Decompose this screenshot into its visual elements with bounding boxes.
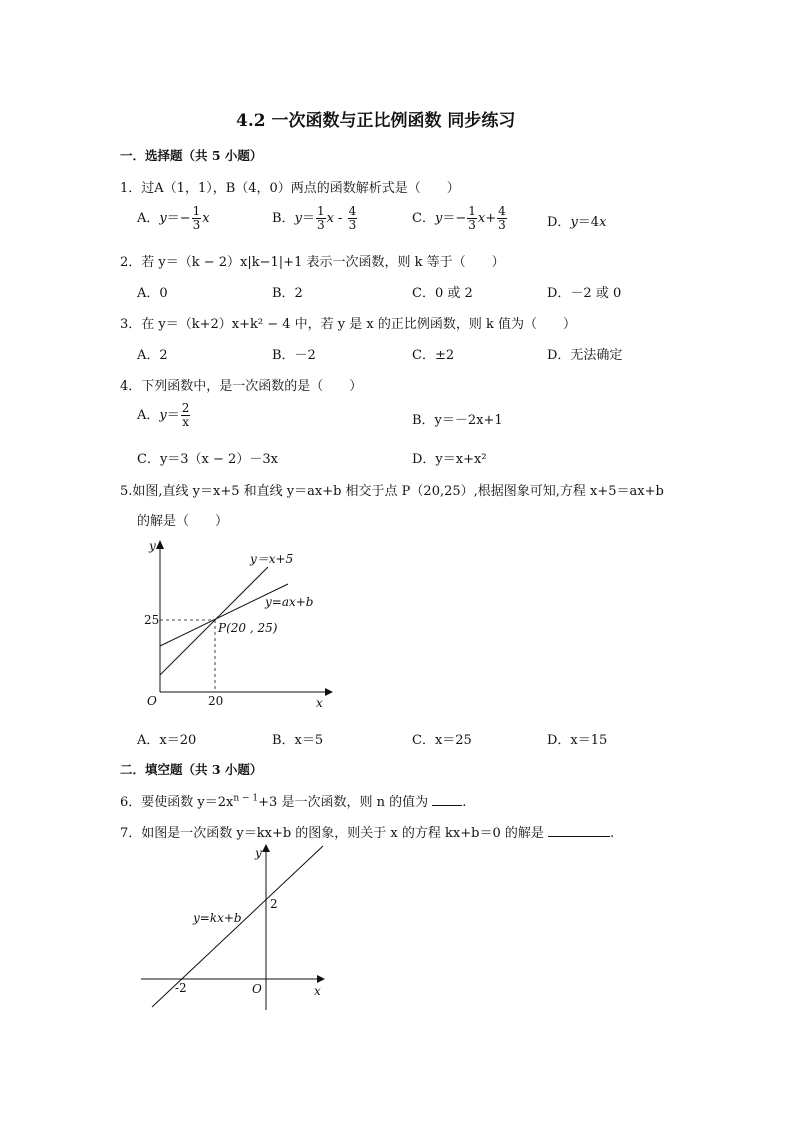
question-5-graph [130, 535, 340, 715]
y-intercept-label: 2 [270, 897, 278, 911]
x-axis-arrow-icon [317, 975, 325, 983]
answer-blank-6[interactable] [432, 793, 462, 806]
question-2-option-a: A．0 [137, 286, 168, 301]
x-intercept-label: -2 [175, 981, 187, 995]
x-axis-label: x [314, 984, 321, 998]
question-4-option-b: B．y＝－2x+1 [412, 413, 503, 428]
y-axis-label: y [149, 539, 156, 553]
question-3-option-c: C．±2 [412, 348, 455, 363]
line2-label: y=ax+b [265, 595, 314, 609]
x-axis-arrow-icon [325, 688, 333, 696]
question-2-option-d: D．－2 或 0 [547, 286, 622, 301]
question-5-option-b: B．x＝5 [272, 733, 324, 748]
y-tick-label: 25 [144, 613, 160, 627]
y-axis-label: y [255, 846, 262, 860]
x-axis-label: x [316, 696, 323, 710]
question-7-graph [135, 840, 335, 1015]
question-3-option-a: A．2 [137, 348, 168, 363]
point-p-label: P(20 , 25) [218, 621, 278, 635]
line-y-ax-plus-b [160, 584, 288, 646]
question-1-option-d: D．y＝4x [547, 215, 607, 230]
question-1-option-c: C．y＝− $\frac{1}{3}$ x+ $\frac{4}{3}$ [412, 204, 506, 232]
section-heading-fill: 二．填空题（共 3 小题） [120, 762, 263, 777]
question-2-stem: 2．若 y＝（k − 2）x|k−1|+1 表示一次函数，则 k 等于（ ） [120, 255, 505, 270]
question-5-option-a: A．x＝20 [137, 733, 197, 748]
question-1-stem: 1．过A（1，1），B（4，0）两点的函数解析式是（ ） [120, 181, 460, 196]
question-4-option-d: D．y＝x+x² [412, 452, 487, 467]
question-5-stem-line1: 5.如图,直线 y＝x+5 和直线 y＝ax+b 相交于点 P（20,25）,根据图象可知,方程 x+5＝ax+b [120, 484, 664, 499]
page-title: 4.2 一次函数与正比例函数 同步练习 [236, 111, 516, 131]
question-2-option-c: C．0 或 2 [412, 286, 473, 301]
question-5-stem-line2: 的解是（ ） [137, 514, 229, 529]
x-tick-label: 20 [208, 694, 224, 708]
question-5-option-c: C．x＝25 [412, 733, 472, 748]
answer-blank-7[interactable] [548, 824, 610, 837]
line1-label: y＝x+5 [250, 552, 294, 566]
question-4-option-a: A．y＝ $\frac{2}{x}$ [137, 401, 190, 429]
question-1-option-b: B．y＝ $\frac{1}{3}$ x - $\frac{4}{3}$ [272, 204, 357, 232]
question-4-stem: 4．下列函数中，是一次函数的是（ ） [120, 379, 363, 394]
origin-label: O [252, 982, 262, 996]
question-6-stem: 6．要使函数 $y=2x^{n - 1}+3$ 是一次函数，则 n 的值为 . [120, 793, 467, 810]
question-2-option-b: B．2 [272, 286, 303, 301]
question-1-option-a: A．y＝− $\frac{1}{3}$ x [137, 204, 210, 232]
origin-label: O [147, 694, 157, 708]
section-heading-choice: 一．选择题（共 5 小题） [120, 148, 263, 163]
question-5-option-d: D．x＝15 [547, 733, 608, 748]
line-label: y=kx+b [193, 911, 242, 925]
question-7-stem: 7．如图是一次函数 y＝kx+b 的图象，则关于 x 的方程 kx+b＝0 的解是 . [120, 826, 615, 841]
question-3-option-d: D．无法确定 [547, 348, 623, 363]
question-3-stem: 3．在 y＝（k+2）x+k² − 4 中，若 y 是 x 的正比例函数，则 k 值为（ ） [120, 317, 577, 332]
question-3-option-b: B．－2 [272, 348, 316, 363]
y-axis-arrow-icon [156, 540, 164, 549]
question-4-option-c: C．y＝3（x − 2）－3x [137, 452, 278, 467]
y-axis-arrow-icon [262, 844, 270, 852]
